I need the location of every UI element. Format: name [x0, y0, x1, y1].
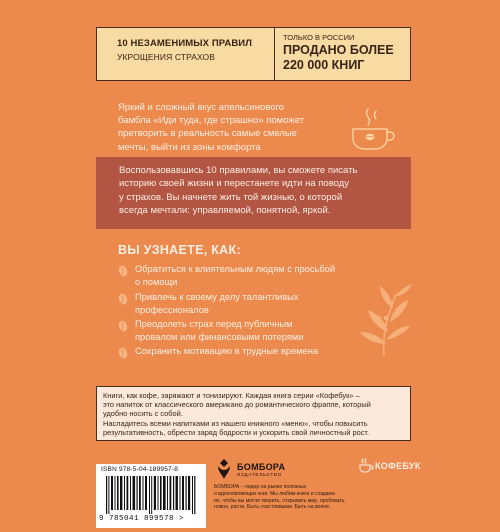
band-line: у страхов. Вы начнете жить той жизнью, о которой: [119, 191, 343, 203]
list-item-line: Обратиться к влиятельным людям с просьбой: [135, 264, 336, 274]
publisher-desc-line: и вдохновляющих книг. Мы любим книги и создаем: [214, 490, 335, 497]
coffee-bean-icon: [118, 265, 128, 277]
intro-line: мечты, выйти из зоны комфорта: [118, 141, 261, 153]
series-line: Книги, как кофе, заряжают и тонизируют. Каждая книга серии «Кофебук» –: [103, 391, 360, 400]
barcode-icon: [106, 476, 198, 514]
publisher-description: [214, 484, 374, 511]
publisher-desc-line: новое, расти. Быть счастливыми. Быть на волне.: [214, 504, 331, 511]
intro-line: претворить в реальность самые смелые: [118, 128, 297, 140]
list-item-line: Привлечь к своему делу талантливых: [135, 292, 299, 302]
list-item-line: Преодолеть страх перед публичным: [135, 319, 293, 329]
list-item: [118, 291, 298, 318]
coffee-bean-icon: [118, 347, 128, 359]
coffeebook-logo-icon: [358, 458, 374, 474]
list-item-line: Сохранить мотивацию в трудные времена: [135, 346, 318, 356]
coffee-cup-icon: [348, 105, 398, 153]
series-line: удобно носить с собой.: [103, 409, 183, 419]
publisher-name: БОМБОРА: [237, 461, 286, 472]
coffee-bean-icon: [118, 320, 128, 332]
series-description-box: [96, 386, 411, 441]
list-item-line: провалом или финансовыми потерями: [135, 332, 304, 343]
intro-line: Яркий и сложный вкус апельсинового: [118, 102, 285, 113]
list-item-line: о помощи: [135, 277, 178, 288]
russia-only-label: ТОЛЬКО В РОССИИ: [283, 33, 355, 42]
publisher-logo: [214, 458, 285, 480]
rules-title: 10 НЕЗАМЕНИМЫХ ПРАВИЛ: [117, 38, 252, 49]
sales-block: [275, 28, 410, 80]
publisher-desc-line: БОМБОРА – лидер на рынке полезных: [214, 484, 307, 490]
coffee-bean-icon: [118, 293, 128, 305]
series-line: Насладитесь всеми напитками из нашего книжного «меню», чтобы повысить: [103, 418, 368, 428]
intro-line: бамбла «Иди туда, где страшно» поможет: [118, 115, 305, 127]
series-line: результативность, обрести заряд бодрости и ускорить свой личностный рост.: [103, 427, 370, 437]
rules-subtitle: УКРОЩЕНИЯ СТРАХОВ: [117, 52, 216, 62]
isbn-label: ISBN 978-5-04-189957-8: [101, 466, 179, 473]
sold-line-2: 220 000 КНИГ: [283, 58, 365, 72]
list-item-line: профессионалов: [135, 305, 209, 316]
rules-block: [97, 28, 275, 80]
top-info-box: [96, 27, 411, 81]
isbn-barcode: [96, 464, 206, 528]
sold-line-1: ПРОДАНО БОЛЕЕ: [283, 43, 394, 57]
band-line: историю своей жизни и перестанете идти на поводу: [119, 178, 350, 190]
band-line: всегда мечтали: управляемой, понятной, яркой.: [119, 205, 331, 217]
list-item: [118, 263, 335, 290]
learn-heading: ВЫ УЗНАЕТЕ, КАК:: [118, 243, 241, 257]
band-line: Воспользовавшись 10 правилами, вы сможете писать: [119, 165, 358, 176]
list-item: [118, 345, 318, 359]
series-line: это напиток от классического американо до романтического фраппе, который: [103, 400, 371, 410]
bombora-logo-icon: [214, 458, 234, 480]
series-name: КОФЕБУК: [375, 461, 421, 471]
promise-band: [96, 157, 411, 229]
publisher-desc-line: их, чтобы вы могли творить, открывать мир, пробовать: [214, 497, 345, 504]
series-logo: [358, 458, 421, 474]
publisher-subtitle: ИЗДАТЕЛЬСТВО: [237, 471, 283, 477]
coffee-branch-icon: [352, 274, 416, 358]
list-item: [118, 318, 303, 345]
isbn-number: 9 785041 899578 >: [99, 515, 185, 523]
